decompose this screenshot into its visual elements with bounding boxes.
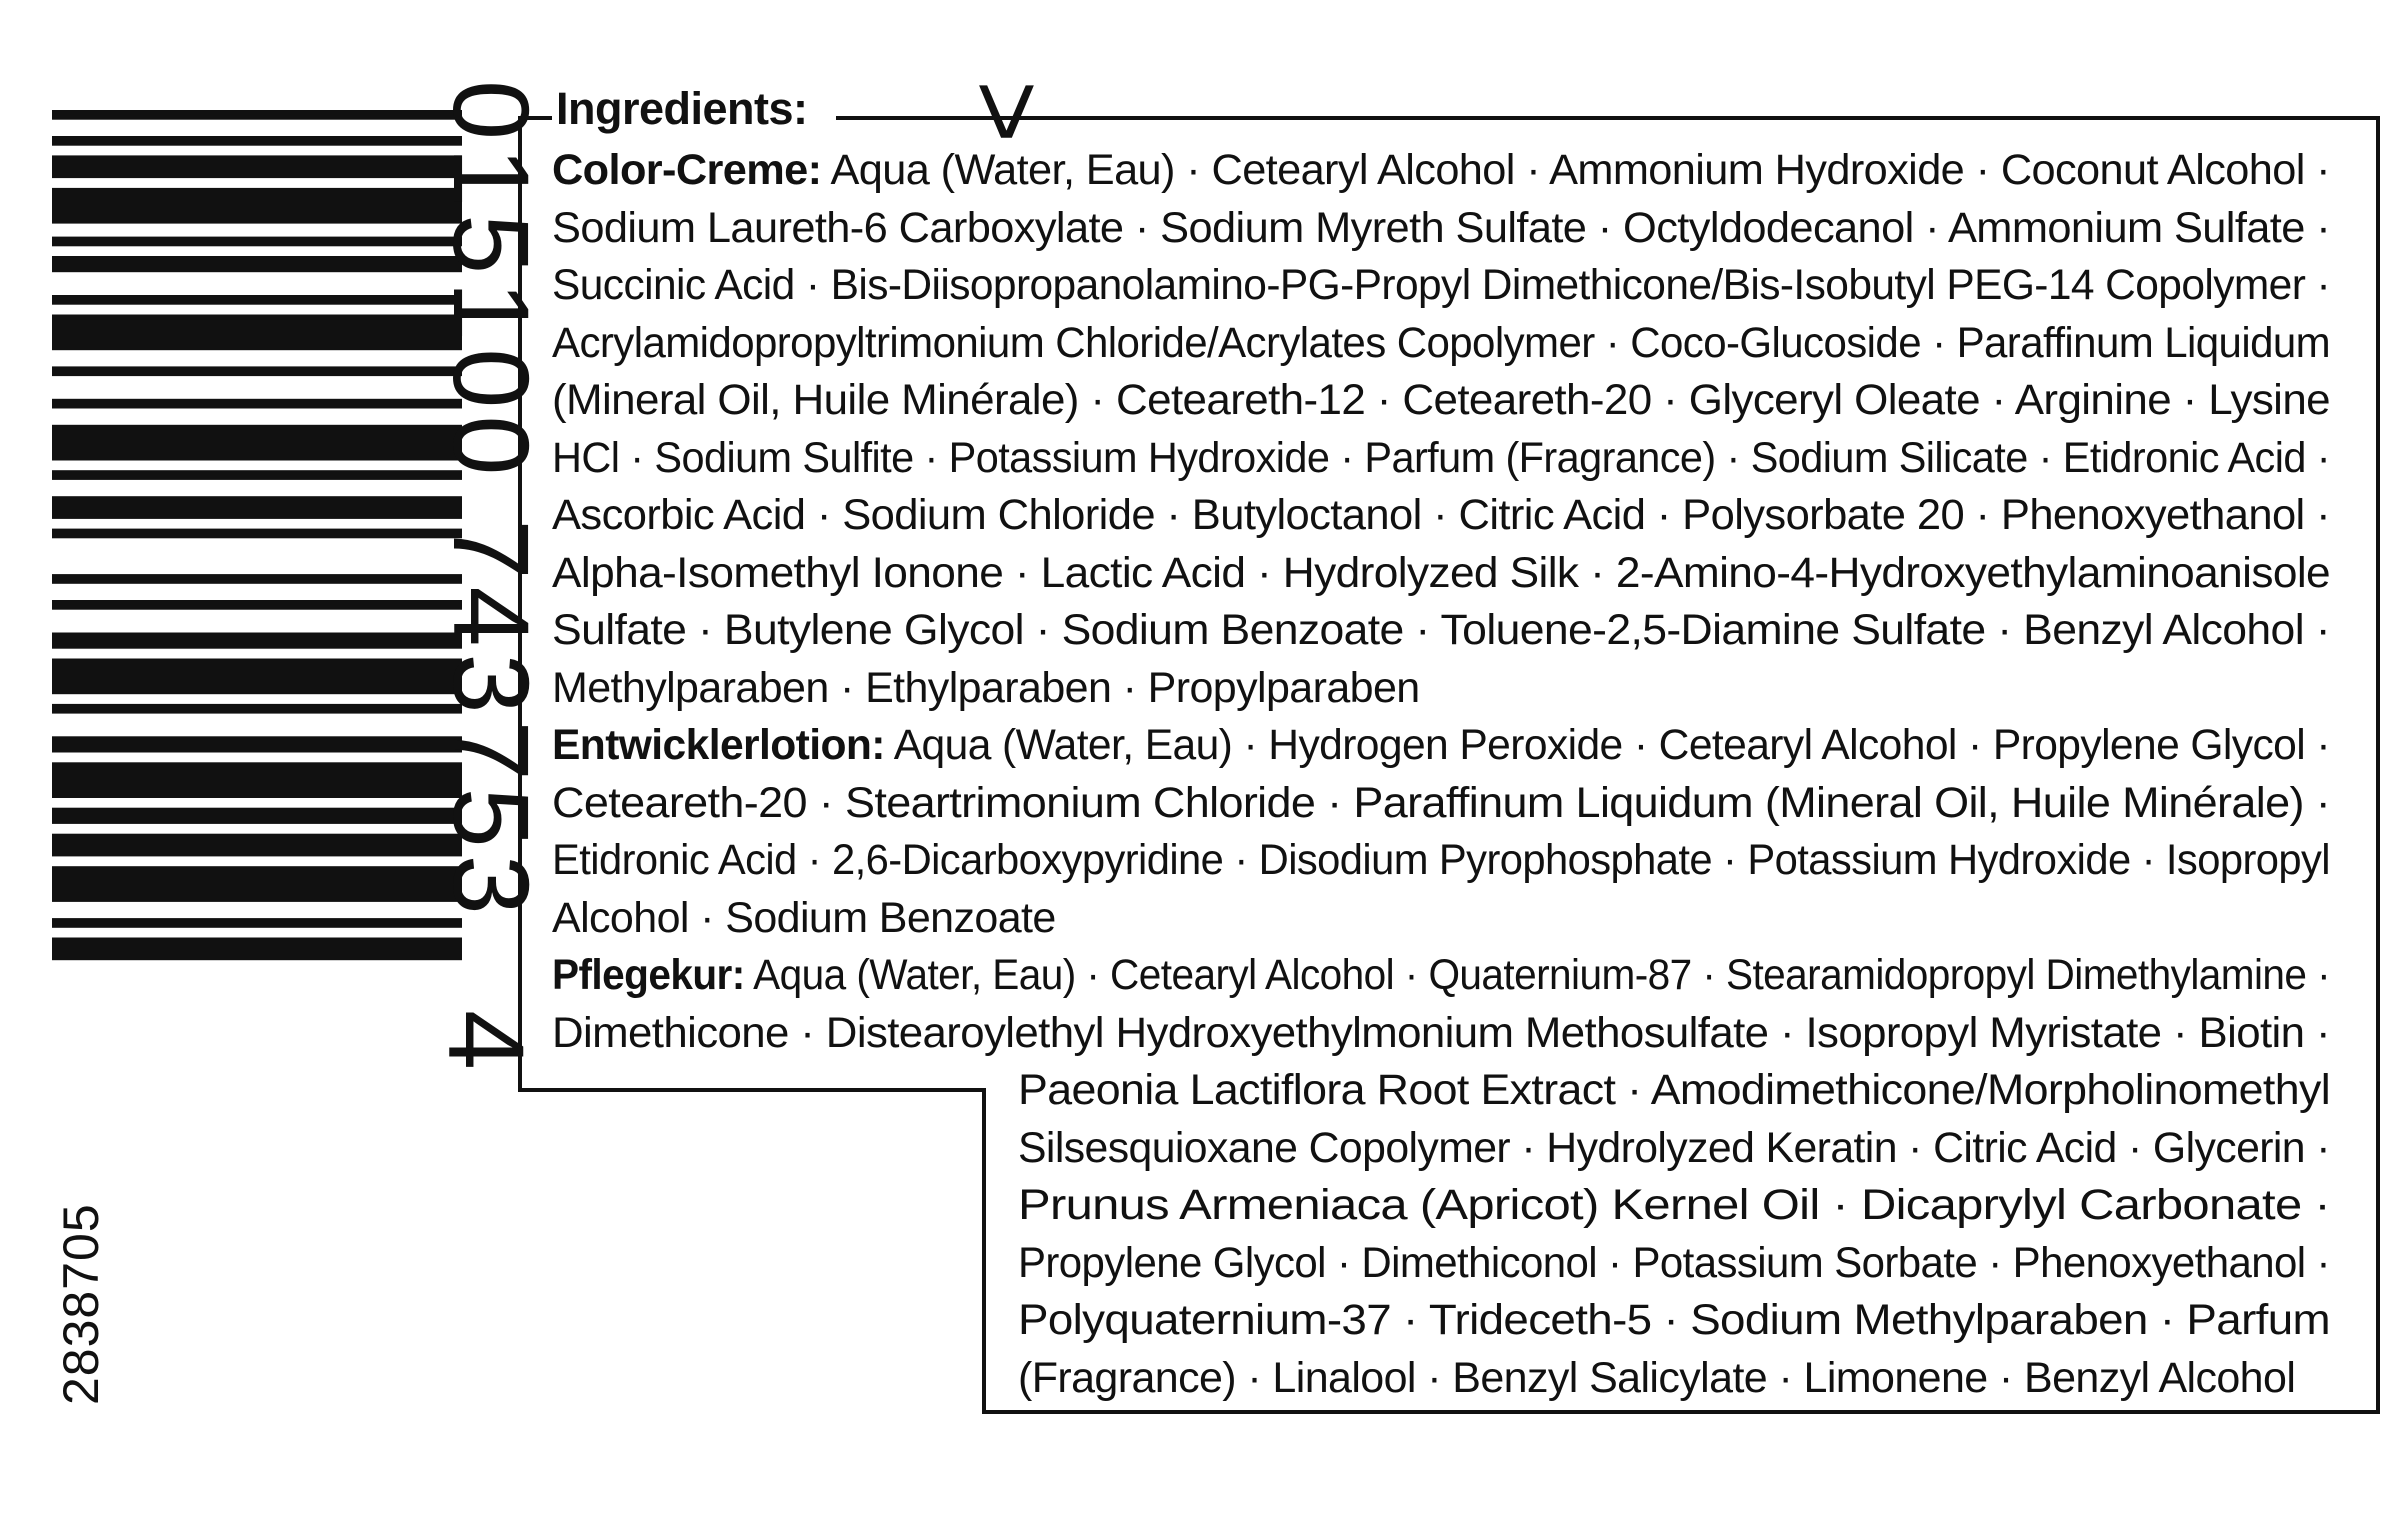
barcode-bar [52, 808, 462, 824]
ingredient-text: Propylene Glycol · Dimethiconol · Potassium Sorbate · Phenoxyethanol · [1018, 1238, 2330, 1287]
ingredient-line [1018, 1296, 2331, 1344]
barcode-bar [52, 256, 462, 272]
barcode-bar [52, 600, 462, 610]
ingredient-text: Aqua (Water, Eau) · Cetearyl Alcohol · Ammonium Hydroxide · Coconut Alcohol · [821, 146, 2330, 194]
ingredient-text: Ceteareth-20 · Steartrimonium Chloride · Paraffinum Liquidum (Mineral Oil, Huile Minérale) · [552, 778, 2331, 827]
ingredient-text: Sulfate · Butylene Glycol · Sodium Benzoate · Toluene-2,5-Diamine Sulfate · Benzyl Alcohol · [552, 606, 2330, 654]
ingredient-text: Ascorbic Acid · Sodium Chloride · Butyloctanol · Citric Acid · Polysorbate 20 · Phenoxyethanol · [552, 491, 2330, 539]
barcode-digits: 015100 743753 [431, 80, 552, 922]
barcode-bar [52, 470, 462, 480]
ingredient-line [552, 203, 2331, 252]
ingredient-text: Prunus Armeniaca (Apricot) Kernel Oil · Dicaprylyl Carbonate · [1018, 1181, 2331, 1229]
ingredient-text: (Fragrance) · Linalool · Benzyl Salicylate · Limonene · Benzyl Alcohol [1018, 1353, 2296, 1402]
ingredient-line [1018, 1066, 2331, 1114]
barcode-bar [52, 529, 462, 539]
ingredient-line [1018, 1353, 2296, 1402]
ingredient-line [1018, 1238, 2330, 1287]
barcode-bar [52, 366, 462, 376]
barcode-bar [52, 110, 462, 120]
barcode-bar [52, 762, 462, 798]
ingredient-text: Etidronic Acid · 2,6-Dicarboxypyridine · Disodium Pyrophosphate · Potassium Hydroxide · Isopropyl [552, 836, 2330, 884]
barcode-bar [52, 918, 462, 928]
barcode-bar [52, 425, 462, 461]
ingredient-line [552, 261, 2331, 309]
barcode-bar [52, 736, 462, 752]
ingredient-text: Acrylamidopropyltrimonium Chloride/Acrylates Copolymer · Coco-Glucoside · Paraffinum Liquidum [552, 318, 2331, 367]
barcode-icon [52, 110, 472, 980]
barcode-bar [52, 136, 462, 146]
ingredient-line [552, 606, 2330, 654]
barcode-bar [52, 496, 462, 519]
ingredient-text: Aqua (Water, Eau) · Cetearyl Alcohol · Quaternium-87 · Stearamidopropyl Dimethylamine · [744, 951, 2331, 999]
ingredient-line [552, 318, 2331, 367]
ingredient-line [552, 1008, 2330, 1057]
ingredient-line [552, 376, 2330, 424]
ingredients-heading: Ingredients: [552, 86, 814, 131]
barcode-bar [52, 399, 462, 409]
ingredient-line [552, 146, 2330, 194]
ingredient-text: Aqua (Water, Eau) · Hydrogen Peroxide · Cetearyl Alcohol · Propylene Glycol · [884, 721, 2330, 769]
barcode-bar [52, 704, 462, 714]
ingredient-text: Polyquaternium-37 · Trideceth-5 · Sodium Methylparaben · Parfum [1018, 1296, 2331, 1344]
ingredient-text: (Mineral Oil, Huile Minérale) · Ceteareth-12 · Ceteareth-20 · Glyceryl Oleate · Arginine · Lysine [552, 376, 2330, 424]
barcode-first-digit: 4 [426, 1010, 547, 1071]
ingredient-line [1018, 1181, 2331, 1229]
barcode-bar [52, 633, 462, 649]
ingredient-text: Paeonia Lactiflora Root Extract · Amodimethicone/Morpholinomethyl [1018, 1066, 2331, 1114]
barcode-bar [52, 155, 462, 178]
barcode-bar [52, 237, 462, 247]
barcode-bar [52, 659, 462, 695]
ingredient-line [552, 663, 1420, 712]
ingredient-line [552, 836, 2330, 884]
ingredient-text: Methylparaben · Ethylparaben · Propylparaben [552, 663, 1420, 712]
ingredient-line [552, 721, 2330, 769]
ingredient-line [552, 951, 2331, 999]
ingredient-text: Sodium Laureth-6 Carboxylate · Sodium Myreth Sulfate · Octyldodecanol · Ammonium Sulfate · [552, 203, 2331, 252]
ingredient-line [552, 548, 2331, 597]
barcode-bar [52, 295, 462, 305]
ingredient-line [552, 893, 1056, 942]
ingredient-text: Alpha-Isomethyl Ionone · Lactic Acid · Hydrolyzed Silk · 2-Amino-4-Hydroxyethylaminoanisole [552, 548, 2331, 597]
ingredient-text: Succinic Acid · Bis-Diisopropanolamino-PG-Propyl Dimethicone/Bis-Isobutyl PEG-14 Copolymer · [552, 261, 2331, 309]
barcode-bar [52, 834, 462, 857]
ingredient-text: Dimethicone · Distearoylethyl Hydroxyethylmonium Methosulfate · Isopropyl Myristate · Biotin · [552, 1008, 2330, 1057]
ingredient-text: HCl · Sodium Sulfite · Potassium Hydroxide · Parfum (Fragrance) · Sodium Silicate · Etidronic Acid · [552, 433, 2330, 482]
ingredient-section-label: Entwicklerlotion: [552, 721, 885, 769]
barcode-bar [52, 188, 462, 224]
barcode-bar [52, 866, 462, 902]
ingredient-line [1018, 1123, 2330, 1172]
barcode-bar [52, 938, 462, 961]
barcode-bar [52, 315, 462, 351]
barcode-bar [52, 574, 462, 584]
ingredient-section-label: Pflegekur: [552, 951, 745, 999]
ingredient-line [552, 778, 2331, 827]
ingredient-text: Alcohol · Sodium Benzoate [552, 893, 1056, 942]
ingredient-text: Silsesquioxane Copolymer · Hydrolyzed Keratin · Citric Acid · Glycerin · [1018, 1123, 2330, 1172]
barcode-arrow-icon: > [948, 80, 1069, 144]
ingredient-line [552, 491, 2330, 539]
ingredient-line [552, 433, 2330, 482]
ingredient-section-label: Color-Creme: [552, 146, 822, 194]
product-code: 2838705 [53, 1203, 109, 1405]
